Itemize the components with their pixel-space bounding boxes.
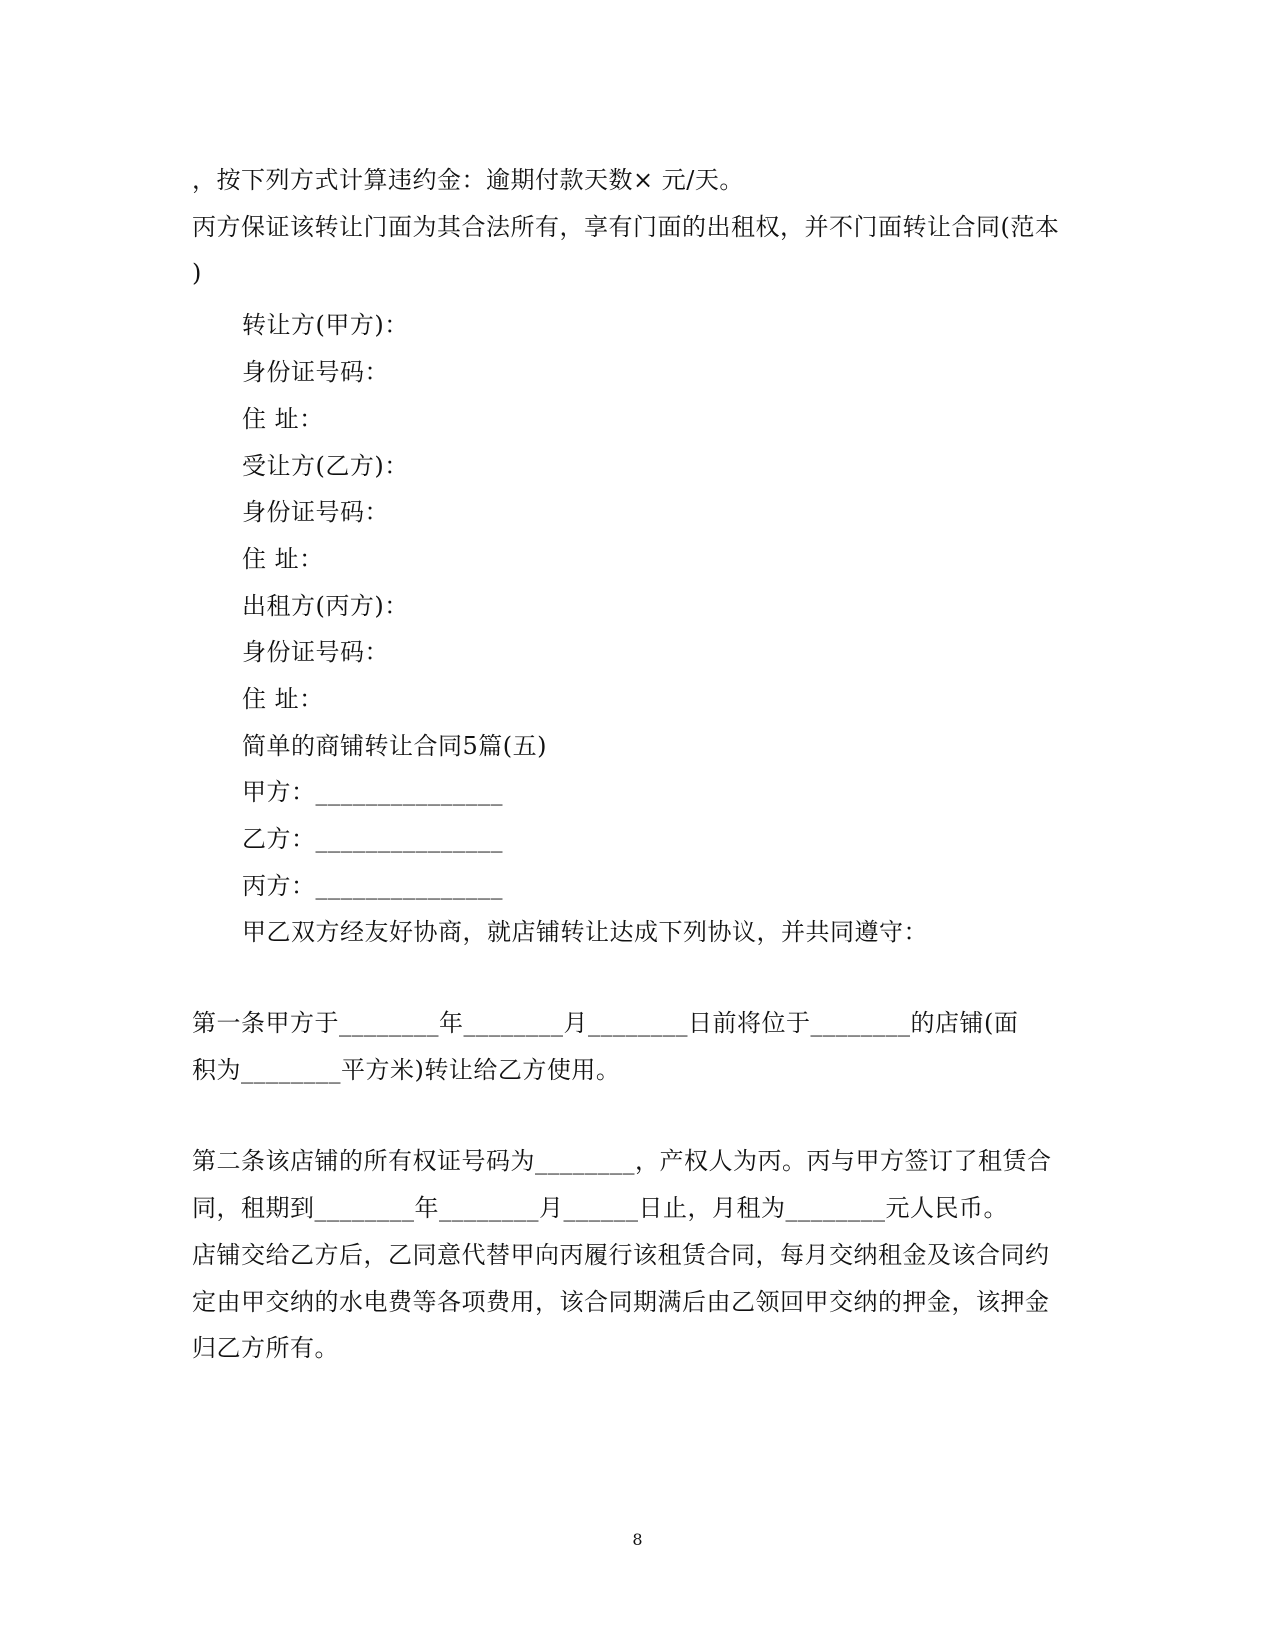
address-label: 住 址： [242,405,324,433]
paragraph-line: 丙方保证该转让门面为其合法所有，享有门面的出租权，并不门面转让合同(范本 [192,213,1060,241]
party-a-field: 甲方：_______________ [242,778,503,806]
page-number: 8 [632,1530,643,1549]
party-b-field: 乙方：_______________ [242,825,503,853]
party-c-field: 丙方：_______________ [242,872,503,900]
address-label: 住 址： [242,685,324,713]
lessor-label: 出租方(丙方)： [242,592,409,620]
address-label: 住 址： [242,545,324,573]
article-1-line: 积为________平方米)转让给乙方使用。 [192,1056,621,1084]
article-2-line: 同，租期到________年________月______日止，月租为________元人民币。 [192,1194,1008,1222]
article-1-line: 第一条甲方于________年________月________日前将位于________的店铺(面 [192,1009,1019,1037]
id-number-label: 身份证号码： [242,638,389,666]
section-heading: 简单的商铺转让合同5篇(五) [242,732,547,760]
transferee-label: 受让方(乙方)： [242,452,409,480]
transferor-label: 转让方(甲方)： [242,311,409,339]
article-2-line: 第二条该店铺的所有权证号码为________，产权人为丙。丙与甲方签订了租赁合 [192,1147,1052,1175]
paragraph-line: ) [192,259,202,287]
paragraph-line: ，按下列方式计算违约金：逾期付款天数× 元/天。 [192,166,744,194]
article-2-line: 归乙方所有。 [192,1334,339,1362]
article-2-line: 定由甲交纳的水电费等各项费用，该合同期满后由乙领回甲交纳的押金，该押金 [192,1288,1050,1316]
id-number-label: 身份证号码： [242,498,389,526]
id-number-label: 身份证号码： [242,358,389,386]
article-2-line: 店铺交给乙方后，乙同意代替甲向丙履行该租赁合同，每月交纳租金及该合同约 [192,1241,1050,1269]
agreement-intro: 甲乙双方经友好协商，就店铺转让达成下列协议，并共同遵守： [242,918,928,946]
